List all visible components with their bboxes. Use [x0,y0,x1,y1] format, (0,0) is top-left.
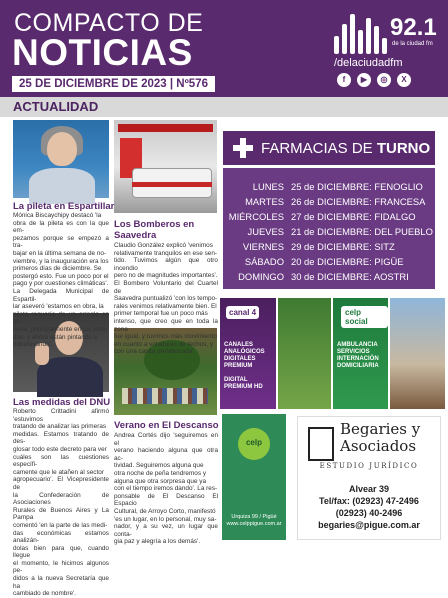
law-firm-phone-1: Tel/fax: (02923) 47-2496 [319,496,419,506]
celp-photo-ad[interactable] [390,298,445,409]
header [0,0,448,97]
youtube-icon[interactable]: ▶ [357,73,371,87]
pharmacies-list [223,168,435,289]
tv-ad-text: CANALES ANALÓGICOS DIGITALES PREMIUM DIGITAL PREMIUM HD [224,342,265,390]
instagram-icon[interactable]: ◎ [377,73,391,87]
title-line-2: NOTICIAS [12,32,193,73]
radio-subtitle: de la ciudad fm [392,41,433,47]
pharmacies-title: FARMACIAS DE TURNO [261,140,431,157]
law-firm-contact [298,483,440,531]
pharmacy-row: LUNES 25 de DICIEMBRE: FENOGLIO [252,181,423,192]
article-body-bomberos: Claudio González explicó 'venimos relativamente tranquilos en ese sen- tido. Tuvimos algún que otro incendio pero no de magnitudes importantes'. El Bombero Voluntario del Cuartel de Saavedra puntualizó 'con los tempo- rales venimos relativamente bien. El primer temporal fue un poco más intenso, que creo que en toda la zona fue igual, y tuvimos más movimiento en cuanto a voladuras de techos, y con una casita prefabricada'. [114,242,218,356]
law-firm-address: Alvear 39 [348,484,390,494]
website-handle[interactable]: /delaciudadfm [334,57,403,69]
pharmacy-row: DOMINGO 30 de DICIEMBRE: AOSTRI [238,271,409,282]
bomberos-photo [114,120,217,213]
dnu-photo [13,313,109,392]
green-landscape-ad[interactable] [278,298,331,409]
section-title: ACTUALIDAD [13,99,99,114]
celp-logo: celp [245,438,262,447]
celp-social-ad[interactable] [333,298,388,409]
pharmacy-row: JUEVES 21 de DICIEMBRE: DEL PUEBLO [247,226,433,237]
pharmacy-row: VIERNES 29 de DICIEMBRE: SITZ [242,241,395,252]
celp-social-text: AMBULANCIA SERVICIOS INTERNACIÓN DOMICILIARIA [337,342,379,369]
medical-cross-icon [233,138,253,158]
law-firm-email[interactable]: begaries@pigue.com.ar [318,520,420,530]
law-firm-name: Begaries y Asociados [340,420,421,455]
law-firm-phone-2: (02923) 40-2496 [335,508,403,518]
date-issue: 25 DE DICIEMBRE DE 2023 | Nº576 [12,76,215,92]
social-links [337,73,411,87]
article-title-bomberos: Los Bomberos en Saavedra [114,219,195,241]
celp-ad[interactable] [222,414,286,540]
pharmacy-row: MARTES 26 de DICIEMBRE: FRANCESA [245,196,426,207]
canal4-logo: canal 4 [226,306,259,319]
facebook-icon[interactable]: f [337,73,351,87]
law-firm-subtitle: ESTUDIO JURÍDICO [319,462,419,470]
celp-address: Urquiza 99 / Pigüé www.celppigue.com.ar [226,514,282,527]
title-line-1: COMPACTO DE [14,9,204,37]
article-title-dnu: Las medidas del DNU [13,397,111,408]
tv-ad[interactable] [220,298,276,409]
radio-frequency: 92.1 [390,14,437,41]
radio-logo-icon [334,14,390,54]
pharmacy-row: MIÉRCOLES 27 de DICIEMBRE: FIDALGO [228,211,416,222]
article-body-descanso: Andrea Cortés dijo 'seguiremos en el verano haciendo alguna que otra ac- tividad. Seguiremos alguna que otra noche de peña tendremos y alguna que otra sorpresa que ya con el tiempo iremos dando'. La res- ponsable de El Descanso El Espacio Cultural, de Arroyo Corto, manifestó 'es un lugar, en lo personal, muy sa- nador, y a su vez, un lugar que conta- gia paz y alegría a los demás'. [114,432,218,546]
x-icon[interactable]: X [397,73,411,87]
article-body-dnu: Roberto Crittadini afirmó 'estuvimos tratando de analizar las primeras medidas. Estamos tratando de des- glosar todo este decreto para ver cuáles son las cuestiones específi- camente que le atañen al sector agropecuario'. El Vicepresidente de la Confederación de Asociaciones Rurales de Buenos Aires y La Pampa comentó 'en la parte de las medi- das económicas estamos analizán- dolas bien para que, cuando llegue el momento, le hicimos algunos pe- didos a la nueva Secretaría que ha cambiado de nombre'. [13,408,109,598]
article-body-pileta: Mónica Biscaychipy destacó 'la obra de la pileta es con la que em- pezamos porque se empezó a tra- bajar en la última semana de no- viembre, y la inauguración era los primeros días de diciembre. Se postergó esto. Fue un poco por el pago y por cuestiones climáticas'. La Delegada Municipal de Espartil- lar aseveró 'estamos en obra, la pileta requería de un arreglo en ge- neral, principalmente en las vere- das, y ahora están pintando e hidrolavando'. [13,212,109,349]
pharmacy-row: SÁBADO 20 de DICIEMBRE: PIGÜE [244,256,404,267]
pharmacies-header [223,131,435,165]
begaries-ad[interactable] [297,416,441,540]
pileta-photo [13,120,109,198]
celp-social-logo: celp social [341,306,388,328]
law-firm-logo-icon [308,427,334,461]
article-title-descanso: Verano en El Descanso [114,420,219,431]
article-title-pileta: La pileta en Espartillar [13,201,115,212]
